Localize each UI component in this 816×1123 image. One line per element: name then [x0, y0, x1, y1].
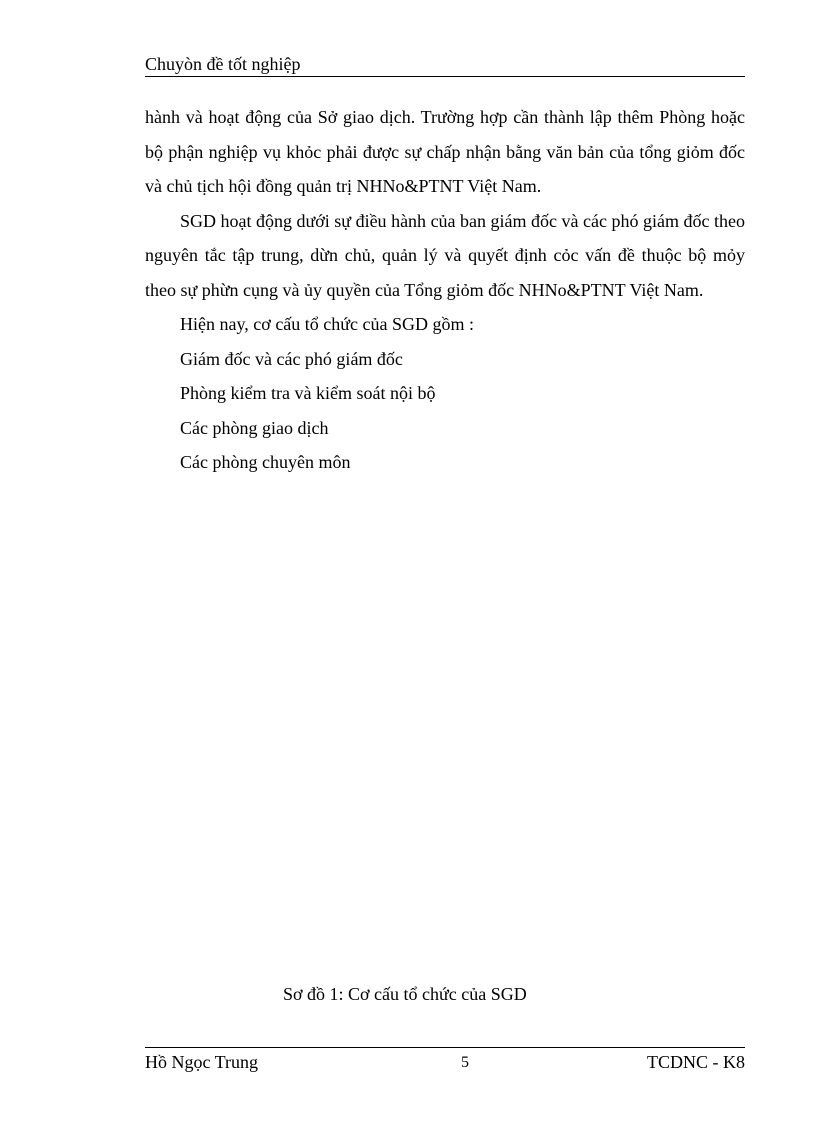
page-number: 5 — [461, 1054, 469, 1071]
header-divider — [145, 76, 745, 77]
footer-divider — [145, 1047, 745, 1048]
list-item: Các phòng chuyên môn — [180, 452, 351, 472]
footer-author: Hồ Ngọc Trung — [145, 1052, 259, 1072]
footer-course-code: TCDNC - K8 — [647, 1052, 745, 1072]
figure-caption: Sơ đồ 1: Cơ cấu tổ chức của SGD — [283, 984, 527, 1004]
document-body — [145, 100, 745, 480]
paragraph-2: SGD hoạt động dưới sự điều hành của ban giám đốc và các phó giám đốc theo nguyên tắc tập trung, dừn chủ, quản lý và quyết định cỏc vấn đề thuộc bộ mỏy theo sự phừn cụng và ủy quyền của Tổng giỏm đốc NHNo&PTNT Việt Nam. — [145, 210, 745, 300]
paragraph-1: hành và hoạt động của Sở giao dịch. Trường hợp cần thành lập thêm Phòng hoặc bộ phận nghiệp vụ khỏc phải được sự chấp nhận bằng văn bản của tổng giỏm đốc và chủ tịch hội đồng quản trị NHNo&PTNT Việt Nam. — [145, 107, 745, 196]
list-item: Các phòng giao dịch — [180, 417, 329, 438]
page-header-title: Chuyòn đề tốt nghiệp — [145, 54, 301, 74]
list-item: Phòng kiểm tra và kiểm soát nội bộ — [180, 383, 436, 403]
list-item: Giám đốc và các phó giám đốc — [180, 348, 403, 369]
intro-line: Hiện nay, cơ cấu tổ chức của SGD gồm : — [180, 314, 475, 334]
